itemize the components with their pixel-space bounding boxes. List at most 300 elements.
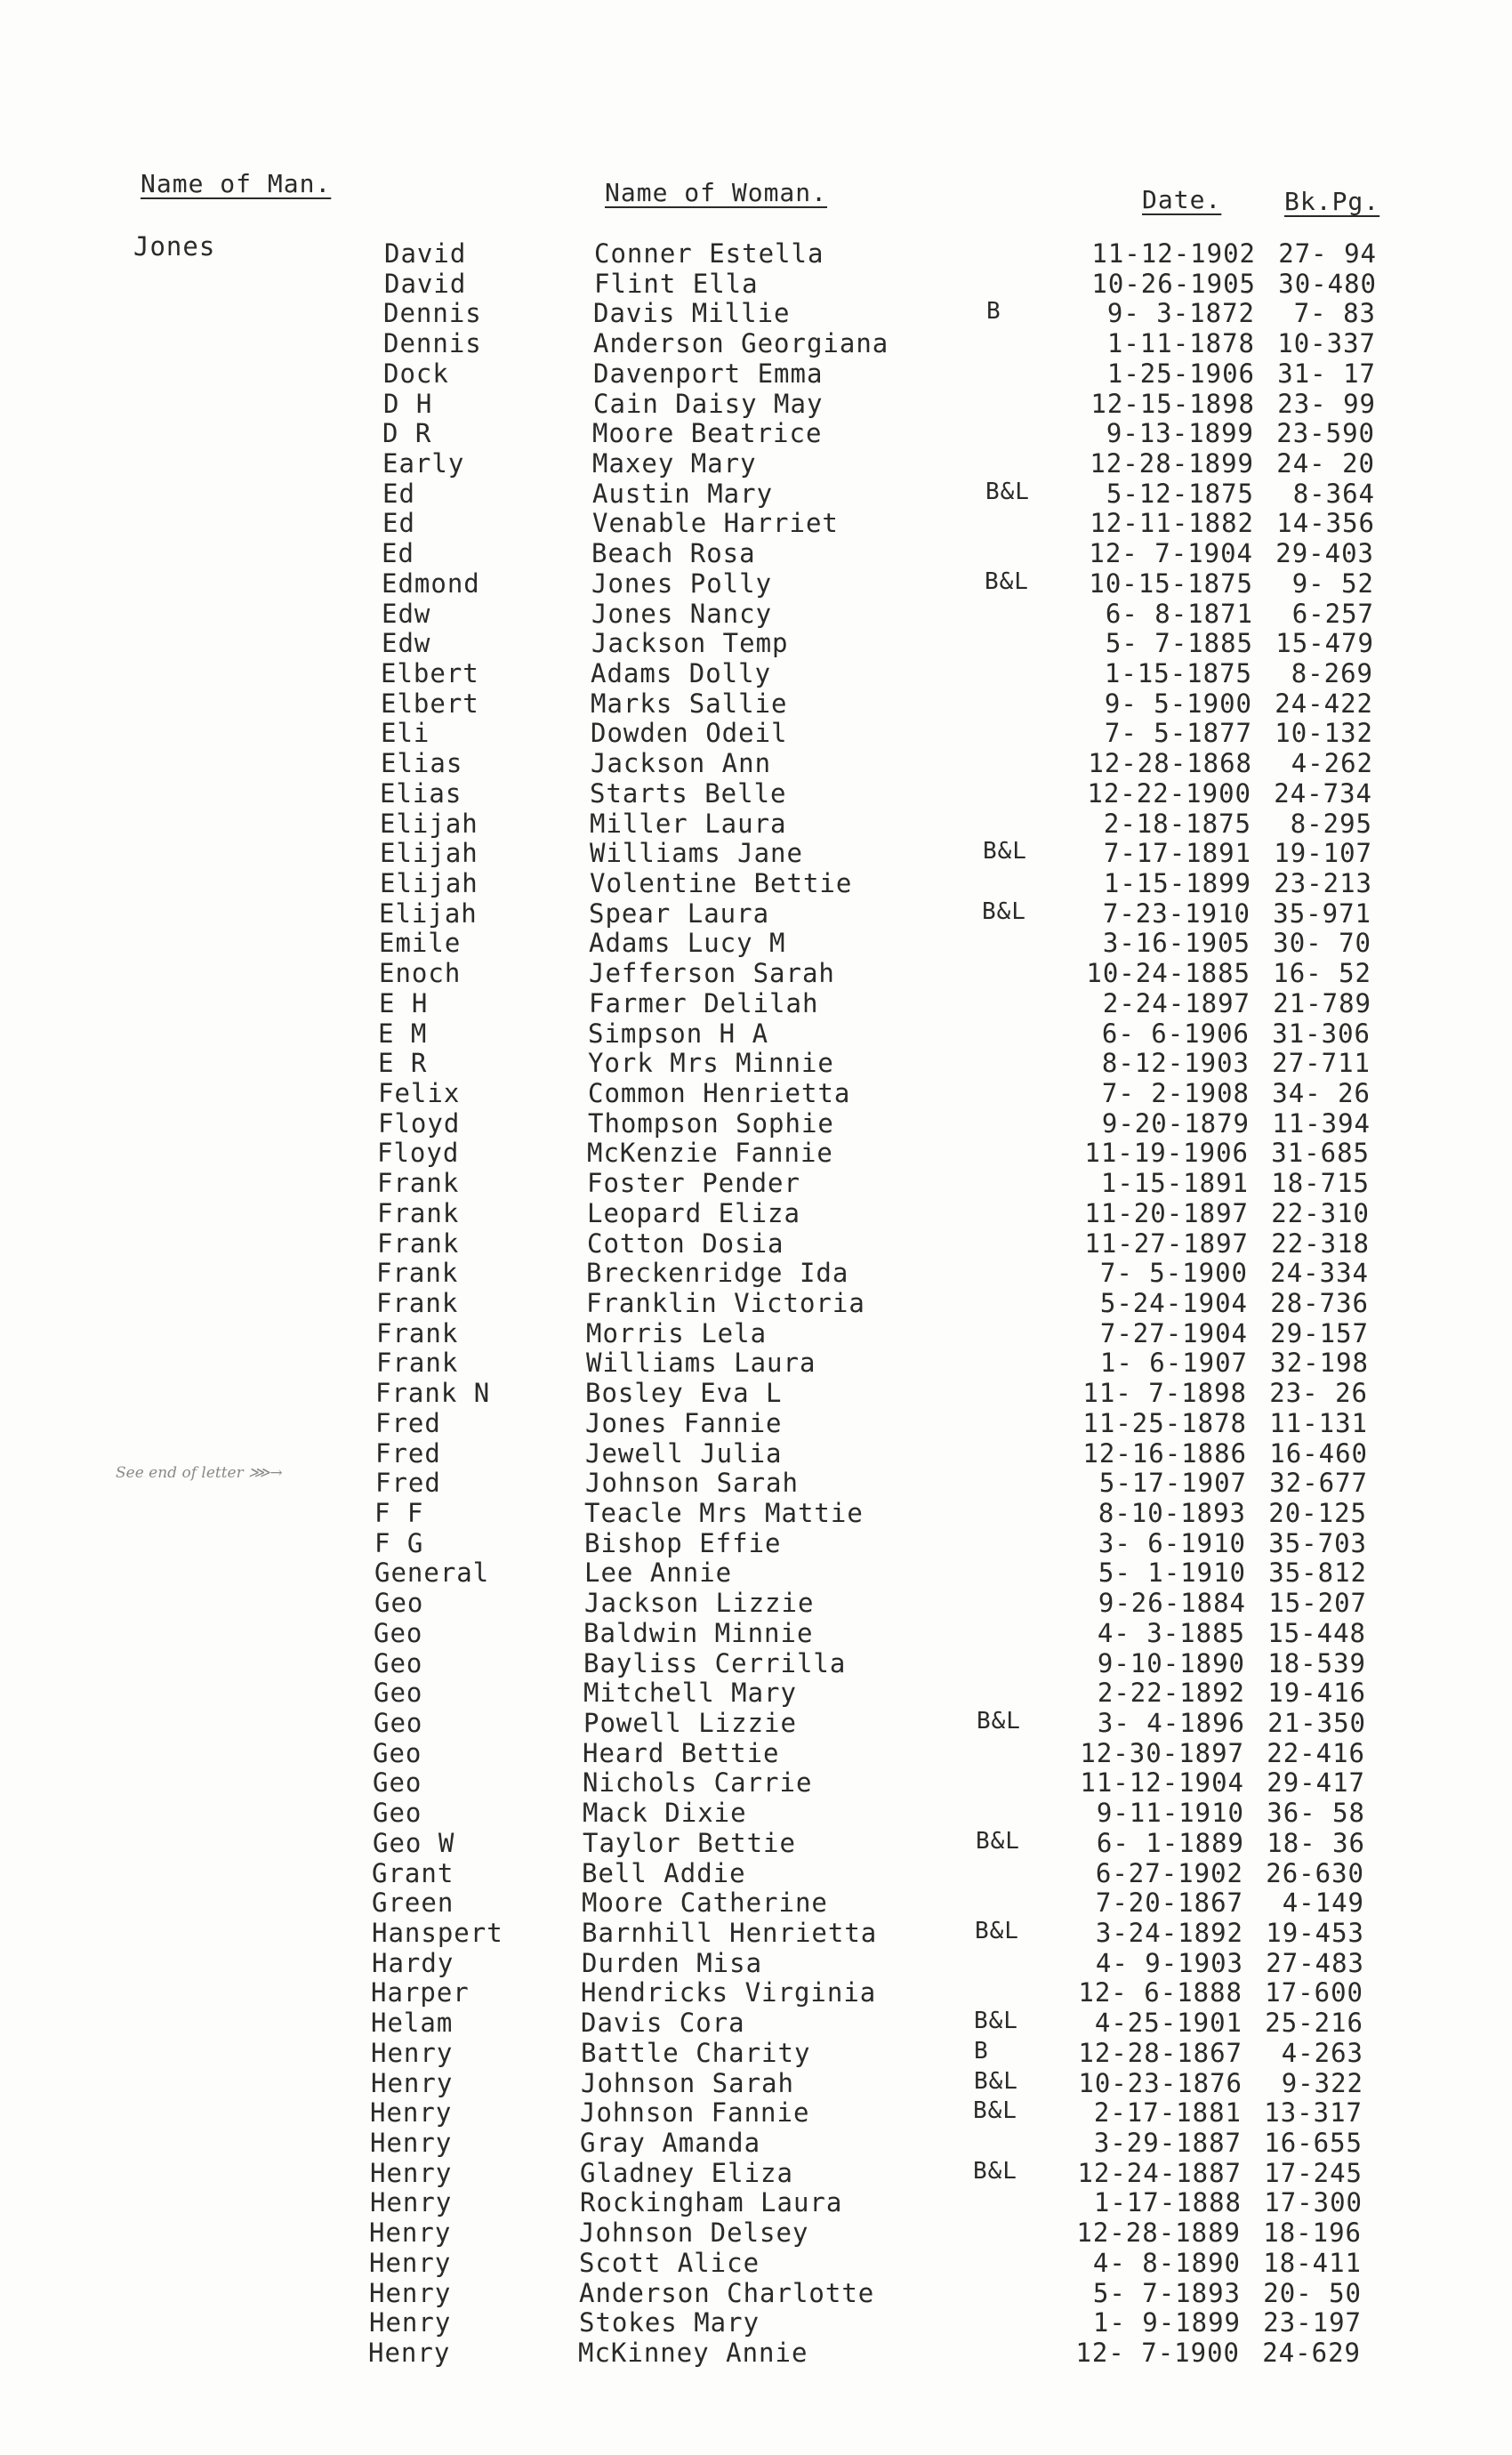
record-row bbox=[0, 718, 1512, 748]
marriage-date: 7-17-1891 bbox=[1103, 838, 1251, 869]
marriage-date: 12-28-1867 bbox=[1078, 2037, 1243, 2068]
man-given-name: Grant bbox=[372, 1857, 454, 1888]
woman-name: Flint Ella bbox=[594, 268, 759, 299]
woman-name: Volentine Bettie bbox=[590, 868, 853, 898]
man-given-name: Green bbox=[372, 1888, 454, 1919]
woman-name: McKinney Annie bbox=[578, 2338, 808, 2368]
woman-name: Johnson Sarah bbox=[585, 1468, 799, 1499]
book-page: 22-318 bbox=[1271, 1228, 1370, 1259]
woman-name: Jackson Temp bbox=[591, 628, 789, 659]
book-page: 23-590 bbox=[1276, 418, 1375, 449]
book-page: 11-131 bbox=[1269, 1407, 1368, 1438]
record-row bbox=[0, 1798, 1512, 1828]
marriage-date: 7-27-1904 bbox=[1099, 1317, 1248, 1348]
record-row bbox=[0, 2307, 1512, 2338]
book-page: 14-356 bbox=[1276, 508, 1375, 539]
marriage-date: 2-18-1875 bbox=[1103, 808, 1251, 839]
man-given-name: Henry bbox=[371, 2037, 454, 2068]
woman-name: Rockingham Laura bbox=[580, 2187, 843, 2218]
woman-name: Jewell Julia bbox=[585, 1437, 783, 1469]
woman-name: Barnhill Henrietta bbox=[582, 1918, 878, 1948]
book-page: 13-317 bbox=[1264, 2097, 1363, 2129]
marriage-date: 1-17-1888 bbox=[1093, 2187, 1242, 2218]
record-row bbox=[0, 838, 1512, 868]
man-given-name: Geo bbox=[373, 1798, 422, 1829]
marriage-date: 5-17-1907 bbox=[1098, 1468, 1247, 1499]
marriage-date: 12- 6-1888 bbox=[1078, 1977, 1243, 2008]
book-page: 20- 50 bbox=[1263, 2277, 1362, 2308]
record-row bbox=[0, 238, 1512, 269]
marriage-date: 8-10-1893 bbox=[1098, 1498, 1246, 1528]
woman-name: Cain Daisy May bbox=[593, 388, 824, 419]
woman-name: Scott Alice bbox=[579, 2247, 760, 2278]
woman-name: Moore Beatrice bbox=[592, 418, 823, 449]
marriage-date: 12-24-1887 bbox=[1077, 2157, 1242, 2188]
man-given-name: Floyd bbox=[378, 1107, 461, 1139]
book-page: 30-480 bbox=[1278, 268, 1377, 299]
man-given-name: Elijah bbox=[380, 808, 479, 839]
man-given-name: Henry bbox=[369, 2307, 452, 2338]
man-given-name: Geo bbox=[374, 1588, 424, 1619]
marriage-date: 5- 7-1885 bbox=[1105, 628, 1253, 659]
woman-name: Battle Charity bbox=[581, 2037, 811, 2068]
woman-name: Dowden Odeil bbox=[591, 718, 788, 749]
man-given-name: David bbox=[384, 268, 467, 299]
man-given-name: Hanspert bbox=[372, 1918, 503, 1948]
book-page: 31-306 bbox=[1272, 1018, 1371, 1049]
marriage-date: 9-10-1890 bbox=[1097, 1647, 1245, 1678]
marriage-date: 12-15-1898 bbox=[1090, 388, 1255, 419]
record-row bbox=[0, 1558, 1512, 1588]
woman-name: Bell Addie bbox=[582, 1857, 746, 1888]
record-row bbox=[0, 508, 1512, 538]
record-type: B bbox=[986, 298, 1001, 326]
record-type: B&L bbox=[985, 478, 1030, 505]
woman-name: Heard Bettie bbox=[583, 1737, 780, 1768]
record-row bbox=[0, 1018, 1512, 1049]
record-row bbox=[0, 1918, 1512, 1948]
woman-name: Moore Catherine bbox=[582, 1888, 828, 1919]
book-page: 15-207 bbox=[1268, 1588, 1367, 1619]
record-row bbox=[0, 1648, 1512, 1678]
man-given-name: Henry bbox=[370, 2187, 453, 2218]
record-type: B&L bbox=[974, 2067, 1018, 2095]
record-type: B&L bbox=[983, 838, 1027, 865]
marriage-date: 3-29-1887 bbox=[1093, 2128, 1242, 2158]
record-row bbox=[0, 1438, 1512, 1469]
record-type: B&L bbox=[973, 2097, 1017, 2125]
record-row bbox=[0, 1048, 1512, 1078]
marriage-date: 1-15-1899 bbox=[1103, 868, 1251, 898]
woman-name: Williams Jane bbox=[590, 838, 803, 869]
book-page: 24- 20 bbox=[1276, 448, 1375, 479]
record-row bbox=[0, 2218, 1512, 2248]
book-page: 27- 94 bbox=[1278, 238, 1377, 269]
book-page: 15-448 bbox=[1267, 1617, 1366, 1648]
man-given-name: Geo bbox=[374, 1647, 423, 1678]
record-row bbox=[0, 328, 1512, 358]
record-row bbox=[0, 688, 1512, 719]
book-page: 19-416 bbox=[1267, 1678, 1366, 1709]
marriage-date: 6- 8-1871 bbox=[1105, 598, 1253, 629]
woman-name: Davis Millie bbox=[593, 298, 791, 329]
woman-name: Bishop Effie bbox=[584, 1527, 782, 1558]
man-given-name: Frank bbox=[376, 1317, 459, 1348]
record-type: B&L bbox=[985, 567, 1029, 595]
man-given-name: Emile bbox=[379, 928, 462, 959]
marriage-date: 10-24-1885 bbox=[1086, 958, 1251, 989]
marriage-date: 11-25-1878 bbox=[1082, 1407, 1247, 1438]
man-given-name: Ed bbox=[382, 508, 415, 539]
header-name-of-man: Name of Man. bbox=[141, 169, 332, 198]
book-page: 19-453 bbox=[1266, 1918, 1364, 1948]
marriage-date: 5- 7-1893 bbox=[1092, 2277, 1241, 2308]
book-page: 21-350 bbox=[1267, 1708, 1366, 1738]
man-given-name: Elijah bbox=[380, 868, 479, 898]
woman-name: Jefferson Sarah bbox=[589, 958, 835, 989]
marriage-date: 4- 3-1885 bbox=[1097, 1617, 1245, 1648]
record-row bbox=[0, 1767, 1512, 1798]
woman-name: Lee Annie bbox=[584, 1558, 733, 1589]
woman-name: Bosley Eva L bbox=[585, 1378, 783, 1409]
record-row bbox=[0, 389, 1512, 419]
man-given-name: Henry bbox=[369, 2218, 452, 2249]
book-page: 35-812 bbox=[1268, 1558, 1367, 1589]
woman-name: Cotton Dosia bbox=[587, 1228, 784, 1259]
man-given-name: Helam bbox=[371, 2008, 454, 2039]
surname: Jones bbox=[133, 231, 216, 262]
book-page: 29-157 bbox=[1270, 1317, 1369, 1348]
marriage-date: 2-17-1881 bbox=[1093, 2097, 1242, 2129]
record-row bbox=[0, 778, 1512, 809]
woman-name: Jones Fannie bbox=[585, 1407, 783, 1438]
woman-name: Stokes Mary bbox=[579, 2307, 760, 2338]
book-page: 23- 99 bbox=[1277, 388, 1376, 419]
woman-name: Franklin Victoria bbox=[586, 1288, 865, 1318]
record-row bbox=[0, 269, 1512, 299]
book-page: 18-715 bbox=[1271, 1168, 1370, 1199]
man-given-name: Henry bbox=[370, 2097, 453, 2129]
record-row bbox=[0, 628, 1512, 658]
record-row bbox=[0, 358, 1512, 389]
book-page: 17-245 bbox=[1264, 2157, 1363, 2188]
marriage-date: 9-11-1910 bbox=[1096, 1798, 1244, 1829]
marriage-date: 10-15-1875 bbox=[1089, 567, 1253, 599]
marriage-date: 7-23-1910 bbox=[1102, 897, 1251, 929]
book-page: 8-364 bbox=[1292, 478, 1375, 509]
header-book-page: Bk.Pg. bbox=[1284, 187, 1380, 216]
man-given-name: Frank bbox=[376, 1288, 459, 1318]
woman-name: Venable Harriet bbox=[592, 508, 839, 539]
woman-name: Anderson Charlotte bbox=[579, 2277, 875, 2308]
woman-name: Davis Cora bbox=[581, 2008, 745, 2039]
woman-name: Foster Pender bbox=[587, 1168, 800, 1199]
man-given-name: Edw bbox=[382, 598, 431, 629]
man-given-name: Edmond bbox=[382, 567, 480, 599]
record-type: B&L bbox=[973, 2157, 1017, 2185]
marriage-date: 11-12-1904 bbox=[1080, 1767, 1244, 1799]
book-page: 9-322 bbox=[1281, 2067, 1363, 2098]
woman-name: Johnson Fannie bbox=[580, 2097, 810, 2129]
marriage-date: 7- 2-1908 bbox=[1101, 1078, 1250, 1108]
record-row bbox=[0, 1588, 1512, 1618]
book-page: 27-483 bbox=[1266, 1947, 1364, 1978]
man-given-name: David bbox=[384, 238, 467, 269]
record-row bbox=[0, 448, 1512, 479]
man-given-name: Elijah bbox=[380, 838, 479, 869]
man-given-name: Geo bbox=[374, 1708, 423, 1738]
book-page: 24-734 bbox=[1274, 777, 1372, 809]
record-row bbox=[0, 2128, 1512, 2158]
woman-name: Breckenridge Ida bbox=[586, 1258, 849, 1289]
woman-name: Gladney Eliza bbox=[580, 2157, 793, 2188]
woman-name: Farmer Delilah bbox=[589, 987, 819, 1018]
man-given-name: Elijah bbox=[379, 897, 478, 929]
man-given-name: Henry bbox=[371, 2067, 454, 2098]
record-row bbox=[0, 479, 1512, 509]
book-page: 10-132 bbox=[1275, 718, 1373, 749]
record-row bbox=[0, 1708, 1512, 1738]
record-row bbox=[0, 1138, 1512, 1168]
marriage-date: 9- 5-1900 bbox=[1104, 688, 1252, 719]
record-row bbox=[0, 1858, 1512, 1888]
woman-name: York Mrs Minnie bbox=[588, 1048, 834, 1079]
marriage-date: 12-30-1897 bbox=[1080, 1737, 1244, 1768]
record-row bbox=[0, 2038, 1512, 2068]
record-row bbox=[0, 988, 1512, 1018]
record-row bbox=[0, 928, 1512, 958]
marriage-date: 2-24-1897 bbox=[1102, 987, 1251, 1018]
record-row bbox=[0, 898, 1512, 929]
woman-name: Mack Dixie bbox=[583, 1798, 747, 1829]
book-page: 24-629 bbox=[1262, 2338, 1361, 2368]
record-row bbox=[0, 538, 1512, 568]
marriage-date: 1-11-1878 bbox=[1106, 328, 1255, 359]
book-page: 26-630 bbox=[1266, 1857, 1364, 1888]
man-given-name: Dock bbox=[383, 358, 449, 389]
record-row bbox=[0, 1228, 1512, 1259]
woman-name: Jones Polly bbox=[591, 567, 773, 599]
record-row bbox=[0, 2158, 1512, 2188]
man-given-name: E R bbox=[378, 1048, 428, 1079]
man-given-name: F G bbox=[374, 1527, 424, 1558]
woman-name: Nichols Carrie bbox=[583, 1767, 813, 1799]
margin-note-text: See end of letter bbox=[116, 1464, 244, 1482]
man-given-name: Enoch bbox=[379, 958, 462, 989]
record-type: B&L bbox=[976, 1827, 1020, 1855]
man-given-name: D H bbox=[383, 388, 433, 419]
man-given-name: Geo W bbox=[373, 1827, 455, 1858]
book-page: 6-257 bbox=[1291, 598, 1374, 629]
marriage-date: 12-28-1868 bbox=[1088, 748, 1252, 779]
woman-name: Durden Misa bbox=[582, 1947, 763, 1978]
book-page: 18-196 bbox=[1263, 2218, 1362, 2249]
woman-name: Marks Sallie bbox=[591, 688, 788, 719]
record-row bbox=[0, 1498, 1512, 1528]
book-page: 24-422 bbox=[1275, 688, 1373, 719]
marriage-date: 11-12-1902 bbox=[1091, 238, 1256, 269]
book-page: 15-479 bbox=[1275, 628, 1374, 659]
marriage-date: 12-16-1886 bbox=[1082, 1437, 1247, 1469]
man-given-name: Frank bbox=[377, 1168, 460, 1199]
woman-name: Adams Dolly bbox=[591, 658, 772, 688]
record-row bbox=[0, 1618, 1512, 1648]
book-page: 23-197 bbox=[1263, 2307, 1362, 2338]
record-row bbox=[0, 418, 1512, 448]
marriage-date: 12-28-1899 bbox=[1090, 448, 1254, 479]
woman-name: Beach Rosa bbox=[591, 538, 756, 569]
man-given-name: Frank bbox=[377, 1197, 460, 1228]
man-given-name: E M bbox=[378, 1018, 428, 1049]
man-given-name: Henry bbox=[369, 2247, 452, 2278]
book-page: 19-107 bbox=[1274, 838, 1372, 869]
marriage-date: 6- 6-1906 bbox=[1101, 1018, 1250, 1049]
woman-name: Johnson Delsey bbox=[579, 2218, 809, 2249]
record-type: B&L bbox=[982, 897, 1026, 925]
book-page: 28-736 bbox=[1270, 1288, 1369, 1318]
man-given-name: Frank bbox=[376, 1258, 459, 1289]
woman-name: Gray Amanda bbox=[580, 2128, 761, 2158]
marriage-date: 4- 8-1890 bbox=[1092, 2247, 1241, 2278]
man-given-name: Dennis bbox=[383, 328, 482, 359]
woman-name: Austin Mary bbox=[592, 478, 774, 509]
record-type: B&L bbox=[977, 1708, 1021, 1735]
man-given-name: D R bbox=[382, 418, 432, 449]
man-given-name: Geo bbox=[373, 1767, 422, 1799]
man-given-name: Henry bbox=[368, 2338, 451, 2368]
marriage-date: 4- 9-1903 bbox=[1095, 1947, 1243, 1978]
record-row bbox=[0, 2278, 1512, 2308]
woman-name: Common Henrietta bbox=[588, 1078, 851, 1108]
book-page: 36- 58 bbox=[1267, 1798, 1365, 1829]
marriage-date: 11- 7-1898 bbox=[1082, 1378, 1247, 1409]
woman-name: Anderson Georgiana bbox=[593, 328, 889, 359]
record-row bbox=[0, 568, 1512, 599]
book-page: 17-300 bbox=[1264, 2187, 1363, 2218]
marriage-date: 2-22-1892 bbox=[1097, 1678, 1245, 1709]
marriage-date: 8-12-1903 bbox=[1101, 1048, 1250, 1079]
woman-name: Spear Laura bbox=[589, 897, 770, 929]
man-given-name: F F bbox=[374, 1498, 424, 1528]
record-row bbox=[0, 658, 1512, 688]
marriage-date: 3- 4-1896 bbox=[1097, 1708, 1245, 1738]
woman-name: Williams Laura bbox=[586, 1348, 816, 1379]
record-row bbox=[0, 1348, 1512, 1378]
man-given-name: Elias bbox=[381, 748, 463, 779]
marriage-date: 9- 3-1872 bbox=[1106, 298, 1255, 329]
record-row bbox=[0, 1528, 1512, 1558]
marriage-date: 5- 1-1910 bbox=[1098, 1558, 1246, 1589]
marriage-date: 3- 6-1910 bbox=[1098, 1527, 1246, 1558]
book-page: 18- 36 bbox=[1267, 1827, 1365, 1858]
arrow-icon: ⋙→ bbox=[248, 1464, 283, 1482]
book-page: 30- 70 bbox=[1273, 928, 1371, 959]
book-page: 7- 83 bbox=[1293, 298, 1376, 329]
book-page: 9- 52 bbox=[1291, 567, 1374, 599]
woman-name: McKenzie Fannie bbox=[587, 1138, 833, 1169]
record-type: B&L bbox=[975, 1918, 1019, 1944]
man-given-name: Elias bbox=[380, 777, 462, 809]
record-row bbox=[0, 1258, 1512, 1288]
record-row bbox=[0, 1288, 1512, 1318]
marriage-date: 12-28-1889 bbox=[1076, 2218, 1241, 2249]
record-row bbox=[0, 2187, 1512, 2218]
man-given-name: Elbert bbox=[381, 658, 479, 688]
man-given-name: Hardy bbox=[372, 1947, 454, 1978]
woman-name: Starts Belle bbox=[590, 777, 787, 809]
book-page: 8-295 bbox=[1290, 808, 1372, 839]
marriage-date: 1- 9-1899 bbox=[1092, 2307, 1241, 2338]
marriage-date: 6- 1-1889 bbox=[1096, 1827, 1244, 1858]
man-given-name: Floyd bbox=[377, 1138, 460, 1169]
book-page: 23- 26 bbox=[1269, 1378, 1368, 1409]
woman-name: Davenport Emma bbox=[593, 358, 824, 389]
book-page: 29-417 bbox=[1267, 1767, 1365, 1799]
marriage-date: 11-20-1897 bbox=[1084, 1197, 1249, 1228]
record-row bbox=[0, 1738, 1512, 1768]
woman-name: Teacle Mrs Mattie bbox=[584, 1498, 864, 1528]
man-given-name: Felix bbox=[378, 1078, 461, 1108]
marriage-date: 3-16-1905 bbox=[1102, 928, 1251, 959]
woman-name: Powell Lizzie bbox=[583, 1708, 797, 1738]
woman-name: Jackson Ann bbox=[591, 748, 772, 779]
record-row bbox=[0, 2008, 1512, 2038]
man-given-name: Elbert bbox=[381, 688, 479, 719]
marriage-date: 12- 7-1900 bbox=[1075, 2338, 1240, 2368]
woman-name: Johnson Sarah bbox=[581, 2067, 794, 2098]
book-page: 21-789 bbox=[1273, 987, 1371, 1018]
book-page: 16-655 bbox=[1264, 2128, 1363, 2158]
marriage-date: 7- 5-1900 bbox=[1099, 1258, 1248, 1289]
man-given-name: Geo bbox=[374, 1678, 423, 1709]
marriage-date: 1- 6-1907 bbox=[1099, 1348, 1248, 1379]
marriage-date: 5-24-1904 bbox=[1099, 1288, 1248, 1318]
marriage-date: 7-20-1867 bbox=[1095, 1888, 1243, 1919]
man-given-name: Edw bbox=[382, 628, 431, 659]
record-row bbox=[0, 2068, 1512, 2098]
record-row bbox=[0, 958, 1512, 988]
book-page: 34- 26 bbox=[1272, 1078, 1371, 1108]
book-page: 27-711 bbox=[1272, 1048, 1371, 1079]
record-row bbox=[0, 868, 1512, 898]
record-row bbox=[0, 1888, 1512, 1918]
marriage-date: 9-20-1879 bbox=[1101, 1107, 1250, 1139]
woman-name: Hendricks Virginia bbox=[581, 1977, 877, 2008]
woman-name: Thompson Sophie bbox=[588, 1107, 834, 1139]
record-row bbox=[0, 1168, 1512, 1198]
record-row bbox=[0, 1468, 1512, 1498]
woman-name: Conner Estella bbox=[594, 238, 824, 269]
man-given-name: Fred bbox=[375, 1407, 441, 1438]
record-row bbox=[0, 1378, 1512, 1408]
record-type: B&L bbox=[974, 2008, 1018, 2035]
man-given-name: General bbox=[374, 1558, 490, 1589]
book-page: 32-198 bbox=[1270, 1348, 1369, 1379]
man-given-name: Fred bbox=[375, 1468, 441, 1499]
record-row bbox=[0, 748, 1512, 778]
marriage-date: 1-15-1891 bbox=[1100, 1168, 1249, 1199]
man-given-name: Ed bbox=[382, 538, 414, 569]
marriage-date: 7- 5-1877 bbox=[1104, 718, 1252, 749]
woman-name: Jackson Lizzie bbox=[584, 1588, 815, 1619]
book-page: 18-411 bbox=[1263, 2247, 1362, 2278]
record-row bbox=[0, 809, 1512, 839]
header-date: Date. bbox=[1142, 185, 1222, 214]
man-given-name: Frank bbox=[376, 1348, 459, 1379]
man-given-name: Geo bbox=[374, 1617, 423, 1648]
woman-name: Mitchell Mary bbox=[583, 1678, 797, 1709]
woman-name: Baldwin Minnie bbox=[583, 1617, 814, 1648]
